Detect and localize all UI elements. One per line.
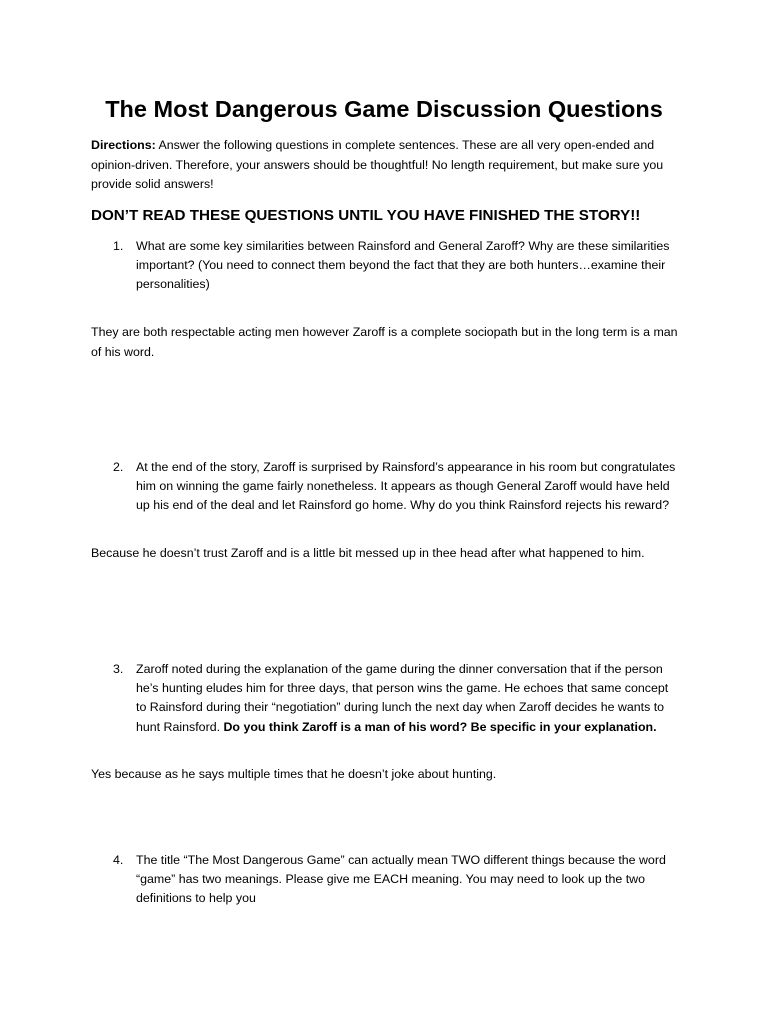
question-number: 4. (113, 853, 124, 867)
question-text: Zaroff noted during the explanation of the game during the dinner conversation that if the person he’s hunting eludes him for three days, that person wins the game. He echoes that same concept to Rainsford during their “negotiation” during lunch the next day when Zaroff decides he wants to hunt Rainsford. (136, 662, 669, 734)
answer-3: Yes because as he says multiple times that he doesn’t joke about hunting. (91, 767, 497, 781)
question-4 (91, 851, 691, 909)
question-number: 3. (113, 662, 124, 676)
page-title: The Most Dangerous Game Discussion Questions (105, 96, 663, 122)
directions-label: Directions: (91, 138, 156, 152)
directions-text: Answer the following questions in complete sentences. These are all very open-ended and opinion-driven. Therefore, your answers should be thoughtful! No length requirement, but make sure you provide solid answers! (91, 138, 664, 191)
answer-1: They are both respectable acting men however Zaroff is a complete sociopath but in the long term is a man of his word. (91, 325, 678, 359)
question-text: What are some key similarities between Rainsford and General Zaroff? Why are these similarities important? (You need to connect them beyond the fact that they are both hunters…examine their personalities) (136, 239, 670, 292)
question-number: 1. (113, 239, 124, 253)
question-bold-text: Do you think Zaroff is a man of his word? Be specific in your explanation. (223, 719, 657, 734)
directions-paragraph (91, 136, 681, 195)
question-text: At the end of the story, Zaroff is surprised by Rainsford’s appearance in his room but congratulates him on winning the game fairly nonetheless. It appears as though General Zaroff would have held up his end of the deal and let Rainsford go home. Why do you think Rainsford rejects his reward? (136, 460, 676, 513)
warning-heading: DON’T READ THESE QUESTIONS UNTIL YOU HAVE FINISHED THE STORY!! (91, 207, 641, 224)
question-2 (91, 458, 691, 516)
question-1 (91, 237, 691, 295)
question-text-wrapper (136, 660, 681, 737)
answer-2: Because he doesn’t trust Zaroff and is a little bit messed up in thee head after what happened to him. (91, 546, 645, 560)
question-number: 2. (113, 460, 124, 474)
question-text: The title “The Most Dangerous Game” can actually mean TWO different things because the word “game” has two meanings. Please give me EACH meaning. You may need to look up the two definitions to help you (136, 853, 666, 906)
question-3 (91, 660, 691, 737)
